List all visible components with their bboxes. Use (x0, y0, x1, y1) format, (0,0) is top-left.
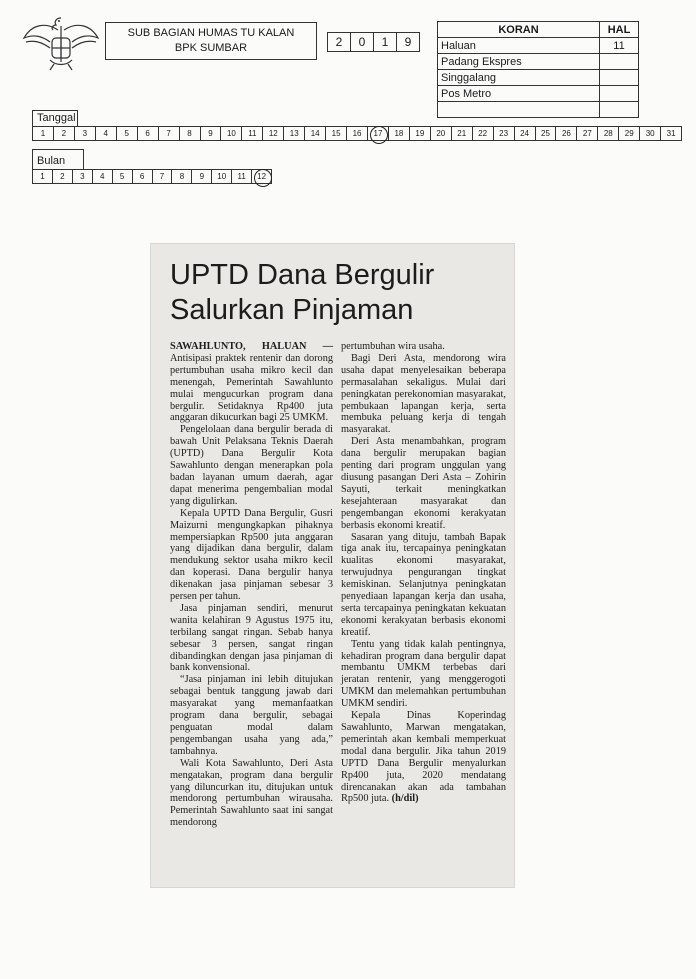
koran-header: KORAN (438, 22, 600, 38)
office-line-2: BPK SUMBAR (174, 42, 248, 54)
article-paragraph: Sasaran yang dituju, tambah Bapak tiga anak itu, tercapainya peningkatan kualitas ekonomi masyarakat, terwujudnya pengurangan tingkat kemiskinan. Selanjutnya peningkatan penyediaan lapangan kerja dan usaha, serta tercapainya peningkatan kekuatan ekonomi kerakyatan berbasis ekonomi kreatif. (341, 531, 506, 638)
day-cell: 29 (618, 127, 639, 140)
month-cell: 8 (171, 170, 191, 183)
day-cell: 21 (451, 127, 472, 140)
table-row (438, 86, 639, 102)
month-cell: 11 (231, 170, 251, 183)
day-cell: 22 (472, 127, 493, 140)
day-cell: 7 (158, 127, 179, 140)
day-cell: 9 (200, 127, 221, 140)
byline: (h/dil) (391, 793, 419, 805)
day-cell: 30 (639, 127, 660, 140)
year-digit: 1 (373, 33, 396, 51)
newspaper-name: Pos Metro (438, 86, 600, 102)
year-digit: 0 (350, 33, 373, 51)
article-paragraph: Wali Kota Sawahlunto, Deri Asta mengatakan, program dana bergulir yang diluncurkan itu, ditujukan untuk mendorong pertumbuhan wirausaha. Pemerintah Sawahlunto saat ini sangat mendorong (170, 757, 333, 829)
garuda-emblem-icon (20, 12, 102, 74)
tanggal-section (32, 110, 682, 141)
dateline: SAWAHLUNTO, HALUAN — (170, 341, 333, 352)
day-cell: 10 (220, 127, 241, 140)
year-box (327, 32, 420, 52)
article-paragraph: pertumbuhan wira usaha. (341, 341, 445, 352)
tanggal-label: Tanggal (32, 110, 78, 126)
article-headline (170, 258, 510, 328)
day-cell: 18 (388, 127, 409, 140)
day-cell: 19 (409, 127, 430, 140)
day-cell: 14 (304, 127, 325, 140)
headline-line-2: Salurkan Pinjaman (170, 294, 414, 326)
article-paragraph: Deri Asta menambahkan, program dana bergulir merupakan bagian penting dari program unggulan yang diusung pasangan Deri Asta – Zohirin Sayuti, terkait meningkatkan kesejahteraan masyarakat dan pengembangan ekonomi kerakyatan berbasis ekonomi kreatif. (341, 436, 506, 531)
article-paragraph: Tentu yang tidak kalah pentingnya, kehadiran program dana bergulir dapat membantu UMKM terbebas dari jeratan rentenir, yang menggerogoti UMKM dan melemahkan pertumbuhan UMKM sendiri. (341, 638, 506, 710)
article-paragraph: “Jasa pinjaman ini lebih ditujukan sebagai bentuk tanggung jawab dari masyarakat yang memanfaatkan program dana bergulir, sebagai penguatan modal dalam pengembangan usaha yang ada,” tambahnya. (170, 674, 333, 757)
day-cell: 15 (325, 127, 346, 140)
headline-line-1: UPTD Dana Bergulir (170, 259, 435, 291)
day-cell: 5 (116, 127, 137, 140)
day-cell: 20 (430, 127, 451, 140)
day-cell: 25 (535, 127, 556, 140)
day-cell: 27 (576, 127, 597, 140)
table-row (438, 54, 639, 70)
table-row (438, 38, 639, 54)
article-paragraph: Jasa pinjaman sendiri, menurut wanita kelahiran 9 Agustus 1975 itu, terbilang sangat ringan. Sebab hanya sebesar 3 persen, sangat ringan dibandingkan dengan jasa pinjaman di bank konvensional. (170, 602, 333, 674)
page-number: 11 (600, 38, 639, 54)
office-line-1: SUB BAGIAN HUMAS TU KALAN (127, 27, 295, 39)
day-cell: 6 (137, 127, 158, 140)
article-paragraph: Bagi Deri Asta, mendorong wira usaha dapat menyelesaikan beberapa permasalahan sekaligus. Mulai dari peningkatan perekonomian masyarakat, pembukaan lapangan kerja, serta membuka peluang kerja di tengah masyarakat. (341, 352, 506, 436)
article-paragraph: Kepala UPTD Dana Bergulir, Gusri Maizurni mengungkapkan pihaknya mempersiapkan Rp500 juta anggaran yang dijadikan dana bergulir, dalam mendukung sektor usaha mikro kecil dan koperasi. Dana bergulir hanya dikenakan jasa pinjaman sebesar 3 persen per tahun. (170, 507, 333, 603)
month-cell: 5 (112, 170, 132, 183)
page-number (600, 86, 639, 102)
day-cell: 17 (367, 127, 388, 140)
month-cell: 2 (52, 170, 72, 183)
article-column-1 (170, 341, 333, 829)
month-cell: 10 (211, 170, 231, 183)
month-cell: 7 (152, 170, 172, 183)
table-row (438, 70, 639, 86)
newspaper-table-header (438, 22, 639, 38)
month-cell: 1 (40, 172, 45, 181)
day-cell: 3 (74, 127, 95, 140)
month-cell: 12 (251, 170, 271, 183)
day-cell: 1 (40, 129, 46, 138)
day-cell: 2 (53, 127, 74, 140)
year-digit: 9 (396, 33, 419, 51)
article-paragraph: Pengelolaan dana bergulir berada di bawah Unit Pelaksana Teknis Daerah (UPTD) Dana Bergulir Kota Sawahlunto dengan menerapkan pola badan layanan umum daerah, agar dapat menerima pengembalian modal yang digulirkan. (170, 424, 333, 507)
month-cell: 3 (72, 170, 92, 183)
newspaper-name: Padang Ekspres (438, 54, 600, 70)
newspaper-name: Haluan (438, 38, 600, 54)
article-paragraph: Kepala Dinas Koperindag Sawahlunto, Marwan mengatakan, pemerintah akan kembali memperkuat modal dana bergulir. Jika tahun 2019 UPTD Dana Bergulir menyalurkan Rp400 juta, 2020 mendatang direncanakan akan ada tambahan Rp500 juta. (h/dil) (341, 710, 506, 805)
day-cell: 26 (555, 127, 576, 140)
month-cell: 9 (191, 170, 211, 183)
day-cell: 13 (283, 127, 304, 140)
office-box (105, 22, 317, 60)
year-digit: 2 (335, 35, 343, 49)
page-number (600, 54, 639, 70)
day-cell: 23 (493, 127, 514, 140)
newspaper-name: Singgalang (438, 70, 600, 86)
bulan-cells (32, 169, 272, 184)
day-cell: 28 (597, 127, 618, 140)
hal-header: HAL (600, 22, 639, 38)
day-cell: 24 (514, 127, 535, 140)
day-cell: 16 (346, 127, 367, 140)
month-cell: 4 (92, 170, 112, 183)
day-cell: 31 (660, 127, 681, 140)
article-column-2 (341, 341, 506, 805)
bulan-label: Bulan (32, 149, 84, 169)
month-cell: 6 (132, 170, 152, 183)
tanggal-cells (32, 126, 682, 141)
bulan-section (32, 149, 272, 184)
day-cell: 8 (179, 127, 200, 140)
page-number (600, 70, 639, 86)
day-cell: 12 (262, 127, 283, 140)
day-cell: 4 (95, 127, 116, 140)
article-paragraph: SAWAHLUNTO, HALUAN — Antisipasi praktek rentenir dan dorong pertumbuhan usaha mikro kecil dan menengah, Pemerintah Sawahlunto mulai mengucurkan program dana bergulir. Setidaknya Rp400 juta anggaran dikucurkan bagi 25 UMKM. (170, 341, 333, 424)
newspaper-table (437, 21, 639, 118)
day-cell: 11 (241, 127, 262, 140)
